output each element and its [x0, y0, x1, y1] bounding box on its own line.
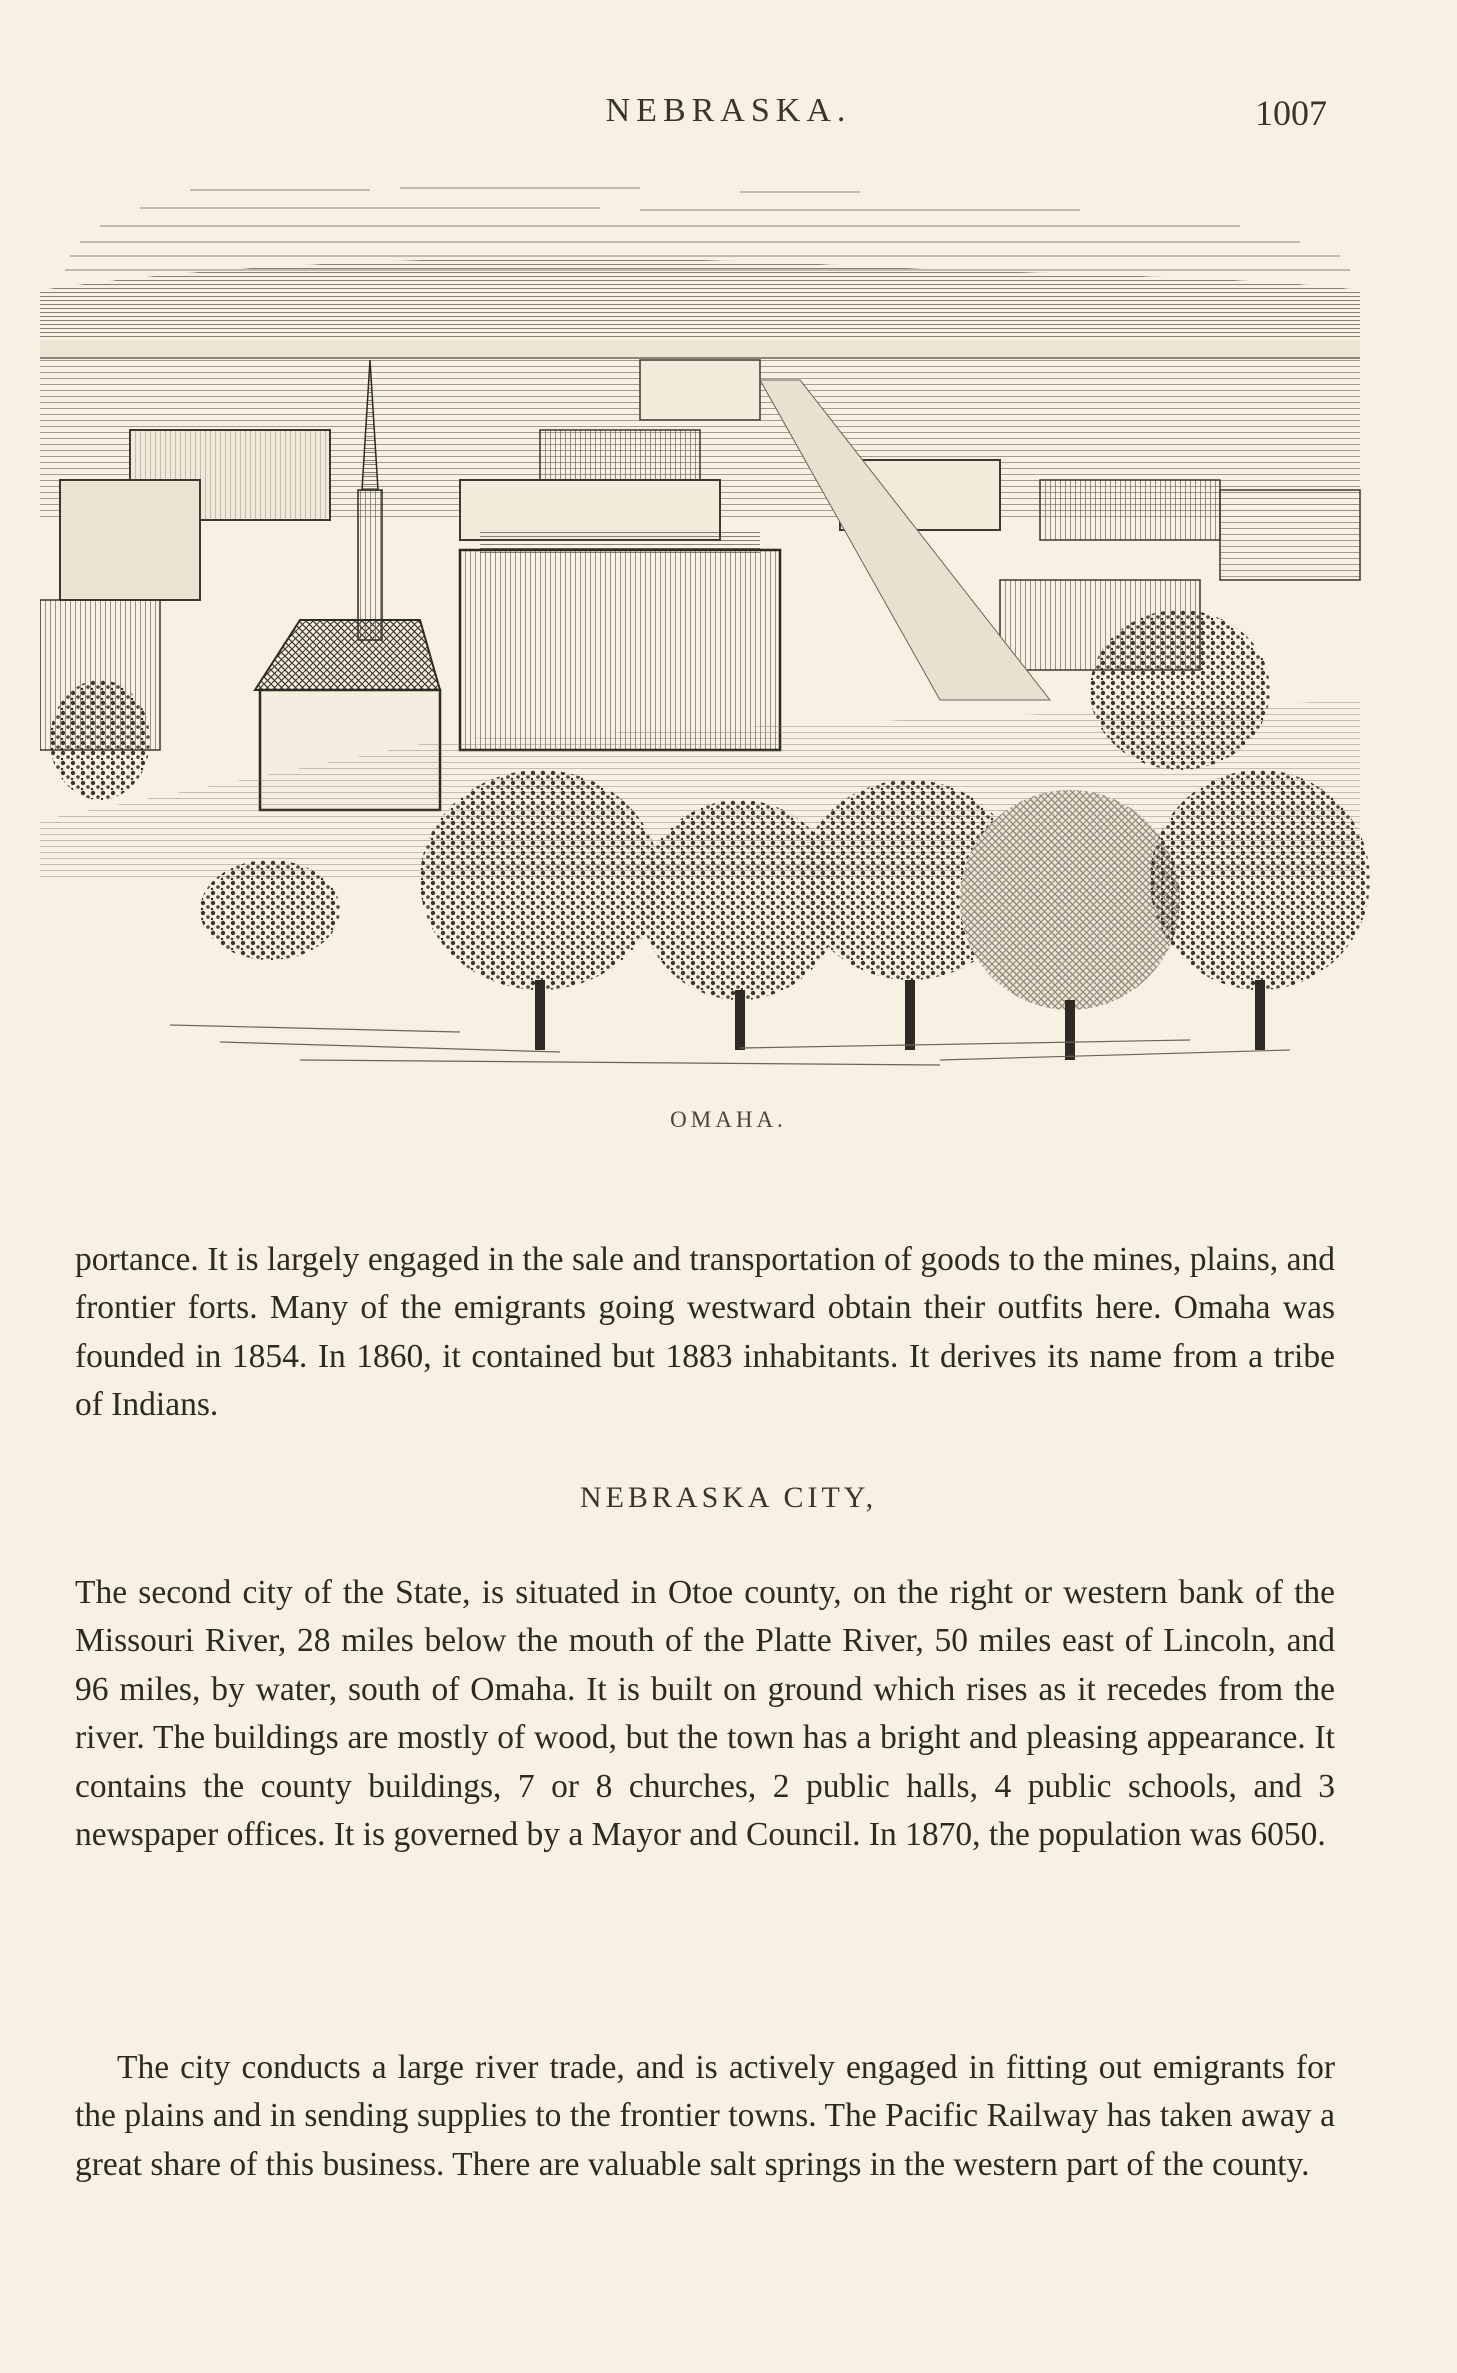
running-header: NEBRASKA.	[605, 92, 852, 129]
body-paragraph-river-trade: The city conducts a large river trade, and is actively engaged in fitting out emigrants for the plains and in sending supplies to the frontier towns. The Pacific Railway has taken away a great share of this business. There are valuable salt springs in the western part of the county.	[75, 2048, 1335, 2183]
courthouse-building	[460, 530, 780, 750]
section-heading-nebraska-city: NEBRASKA CITY,	[579, 1481, 878, 1514]
illustration-caption: OMAHA.	[670, 1107, 787, 1132]
page-number: 1007	[1255, 93, 1327, 133]
river	[40, 340, 1360, 358]
sky-hatching	[65, 188, 1350, 270]
omaha-engraving-illustration	[40, 180, 1400, 1085]
body-paragraph-omaha: portance. It is largely engaged in the sale and transportation of goods to the mines, plains, and frontier forts. Many of the emigrants going westward obtain their outfits here. Omaha was founded in 1854. In 1860, it contained but 1883 inhabitants. It derives its name from a tribe of Indians.	[75, 1240, 1335, 1423]
body-paragraph-nebraska-city: The second city of the State, is situated in Otoe county, on the right or western bank of the Missouri River, 28 miles below the mouth of the Platte River, 50 miles east of Lincoln, and 96 miles, by water, south of Omaha. It is built on ground which rises as it recedes from the river. The buildings are mostly of wood, but the town has a bright and pleasing appearance. It contains the county buildings, 7 or 8 churches, 2 public halls, 4 public schools, and 3 newspaper offices. It is governed by a Mayor and Council. In 1870, the population was 6050.	[75, 1573, 1335, 1853]
